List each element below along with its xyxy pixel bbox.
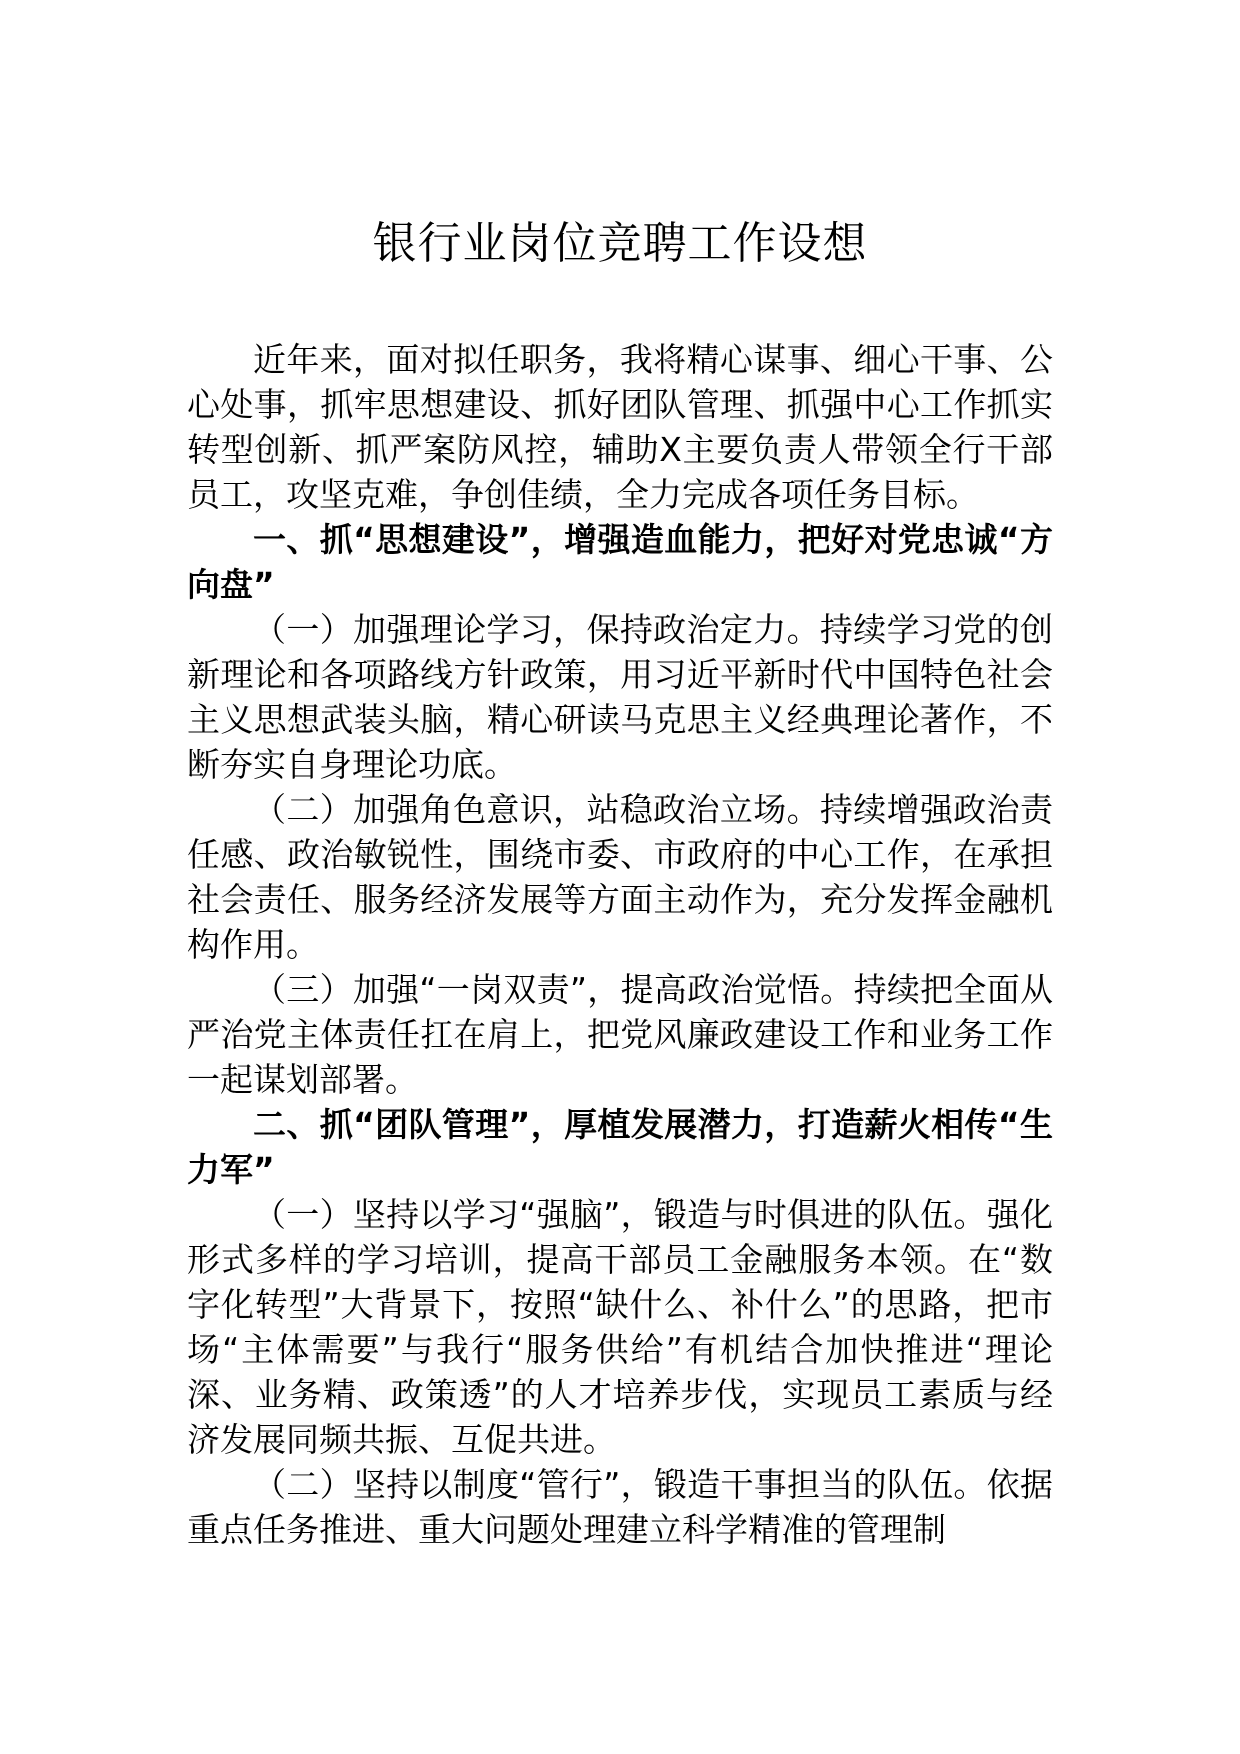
paragraph-1-2: （二）加强角色意识，站稳政治立场。持续增强政治责任感、政治敏锐性，围绕市委、市政府的中心工作，在承担社会责任、服务经济发展等方面主动作为，充分发挥金融机构作用。 (187, 790, 1053, 964)
paragraph-1-3: （三）加强“一岗双责”，提高政治觉悟。持续把全面从严治党主体责任扛在肩上，把党风廉政建设工作和业务工作一起谋划部署。 (187, 970, 1053, 1099)
paragraph-2-1: （一）坚持以学习“强脑”，锻造与时俱进的队伍。强化形式多样的学习培训，提高干部员工金融服务本领。在“数字化转型”大背景下，按照“缺什么、补什么”的思路，把市场“主体需要”与我行“服务供给”有机结合加快推进“理论深、业务精、政策透”的人才培养步伐，实现员工素质与经济发展同频共振、互促共进。 (187, 1195, 1053, 1459)
section-heading-1: 一、抓“思想建设”，增强造血能力，把好对党忠诚“方向盘” (187, 520, 1053, 604)
paragraph-1-1: （一）加强理论学习，保持政治定力。持续学习党的创新理论和各项路线方针政策，用习近平新时代中国特色社会主义思想武装头脑，精心研读马克思主义经典理论著作，不断夯实自身理论功底。 (187, 610, 1053, 784)
section-heading-2: 二、抓“团队管理”，厚植发展潜力，打造薪火相传“生力军” (187, 1105, 1053, 1189)
document-title: 银行业岗位竞聘工作设想 (372, 218, 868, 269)
paragraph-2-2: （二）坚持以制度“管行”，锻造干事担当的队伍。依据重点任务推进、重大问题处理建立科学精准的管理制 (187, 1465, 1053, 1549)
document-body (187, 337, 1053, 1552)
intro-paragraph: 近年来，面对拟任职务，我将精心谋事、细心干事、公心处事，抓牢思想建设、抓好团队管理、抓强中心工作抓实转型创新、抓严案防风控，辅助X主要负责人带领全行干部员工，攻坚克难，争创佳绩，全力完成各项任务目标。 (187, 340, 1053, 514)
